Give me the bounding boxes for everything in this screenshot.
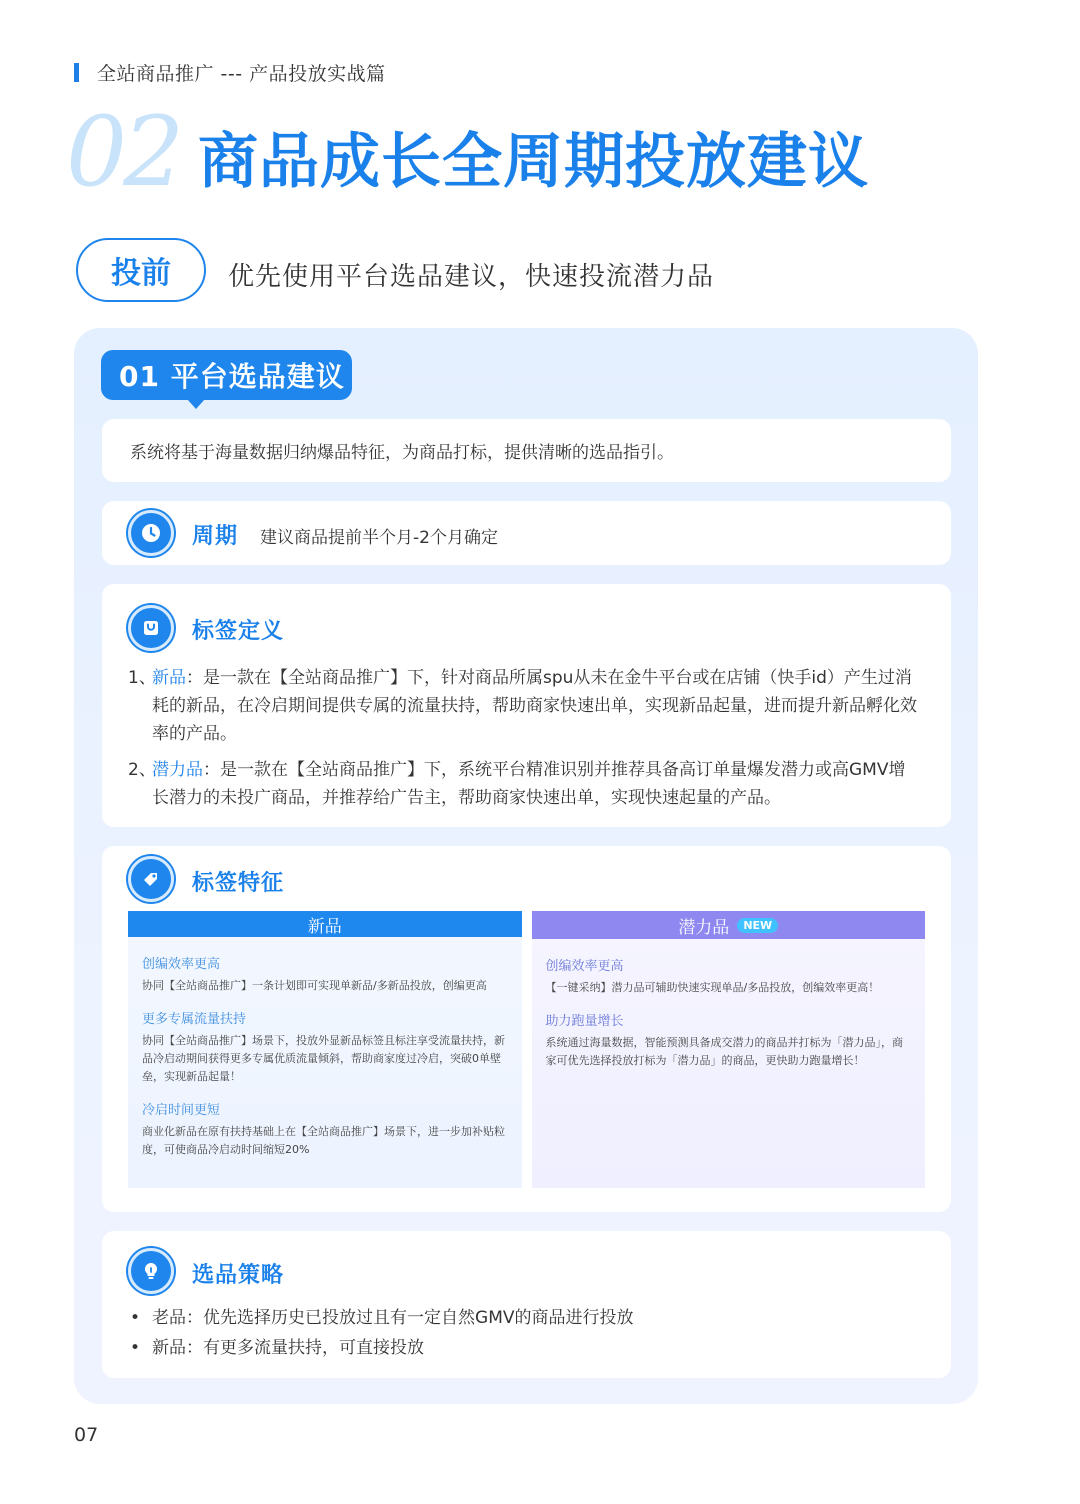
clock-icon: [128, 510, 174, 556]
potential-column-body: [532, 939, 926, 1188]
feature-title: 创编效率更高: [545, 959, 624, 974]
features-card: [102, 846, 951, 1212]
list-item: [128, 756, 918, 812]
definition-card: [102, 584, 951, 827]
potential-column-header: 潜力品 NEW: [532, 911, 926, 939]
list-item: [128, 664, 918, 748]
item-index: 1、: [128, 668, 156, 688]
cycle-title: 周期: [192, 524, 239, 549]
feature-title: 助力跑量增长: [545, 1014, 624, 1029]
features-table: [128, 911, 925, 1188]
intro-card: [102, 419, 951, 482]
features-title: 标签特征: [192, 871, 285, 896]
list-item: [142, 953, 508, 995]
new-column-body: [128, 937, 522, 1188]
breadcrumb-text: 全站商品推广 --- 产品投放实战篇: [97, 62, 386, 85]
feature-desc: 【一键采纳】潜力品可辅助快速实现单品/多品投放，创编效率更高！: [545, 981, 880, 994]
term-new: 新品: [152, 668, 186, 688]
intro-text: 系统将基于海量数据归纳爆品特征，为商品打标，提供清晰的选品指引。: [130, 443, 674, 463]
tag-box-icon: [128, 605, 174, 651]
strategy-card: [102, 1231, 951, 1378]
new-badge: NEW: [737, 918, 778, 933]
page-number: 07: [74, 1424, 99, 1446]
feature-desc: 协同【全站商品推广】场景下，投放外显新品标签且标注享受流量扶持，新品冷启动期间获得更多专属优质流量倾斜，帮助商家度过冷启，突破0单壁垒，实现新品起量！: [142, 1034, 505, 1083]
feature-desc: 协同【全站商品推广】一条计划即可实现单新品/多新品投放，创编更高: [142, 979, 487, 992]
cycle-card: [102, 501, 951, 565]
feature-title: 更多专属流量扶持: [142, 1012, 247, 1027]
list-item: • 老品：优先选择历史已投放过且有一定自然GMV的商品进行投放: [130, 1303, 634, 1333]
breadcrumb: [74, 60, 386, 84]
new-product-column: [128, 911, 522, 1188]
definition-title: 标签定义: [192, 619, 285, 644]
term-potential-desc: ：是一款在【全站商品推广】下，系统平台精准识别并推荐具备高订单量爆发潜力或高GMV增长潜力的未投广商品，并推荐给广告主，帮助商家快速出单，实现快速起量的产品。: [152, 760, 906, 808]
stage-pill: 投前: [76, 238, 206, 302]
strategy-title: 选品策略: [192, 1263, 285, 1288]
section-number: 02: [66, 96, 181, 208]
new-column-header: 新品: [128, 911, 522, 937]
cycle-text: 建议商品提前半个月-2个月确定: [260, 528, 498, 548]
feature-title: 创编效率更高: [142, 957, 221, 972]
strategy-list: [130, 1303, 634, 1363]
potential-product-column: [532, 911, 926, 1188]
list-item: [142, 1099, 508, 1159]
feature-desc: 系统通过海量数据，智能预测具备成交潜力的商品并打标为「潜力品」，商家可优先选择投放打标为「潜力品」的商品，更快助力跑量增长！: [545, 1036, 903, 1067]
stage-description: 优先使用平台选品建议，快速投流潜力品: [228, 262, 715, 292]
term-potential: 潜力品: [152, 760, 203, 780]
term-new-desc: ：是一款在【全站商品推广】下，针对商品所属spu从未在金牛平台或在店铺（快手id）产生过消耗的新品，在冷启期间提供专属的流量扶持，帮助商家快速出单，实现新品起量，进而提升新品孵化效率的产品。: [152, 668, 917, 744]
item-index: 2、: [128, 760, 156, 780]
list-item: • 新品：有更多流量扶持，可直接投放: [130, 1333, 634, 1363]
definition-list: [128, 664, 918, 820]
list-item: [546, 955, 912, 997]
feature-desc: 商业化新品在原有扶持基础上在【全站商品推广】场景下，进一步加补贴粒度，可使商品冷启动时间缩短20%: [142, 1125, 505, 1156]
feature-title: 冷启时间更短: [142, 1103, 221, 1118]
list-item: [142, 1008, 508, 1086]
lightbulb-icon: [128, 1248, 174, 1294]
page-title: 商品成长全周期投放建议: [198, 127, 869, 197]
price-tag-icon: [128, 856, 174, 902]
panel-heading: 01 平台选品建议: [101, 350, 352, 400]
list-item: [546, 1010, 912, 1070]
breadcrumb-accent-bar: [74, 63, 79, 82]
